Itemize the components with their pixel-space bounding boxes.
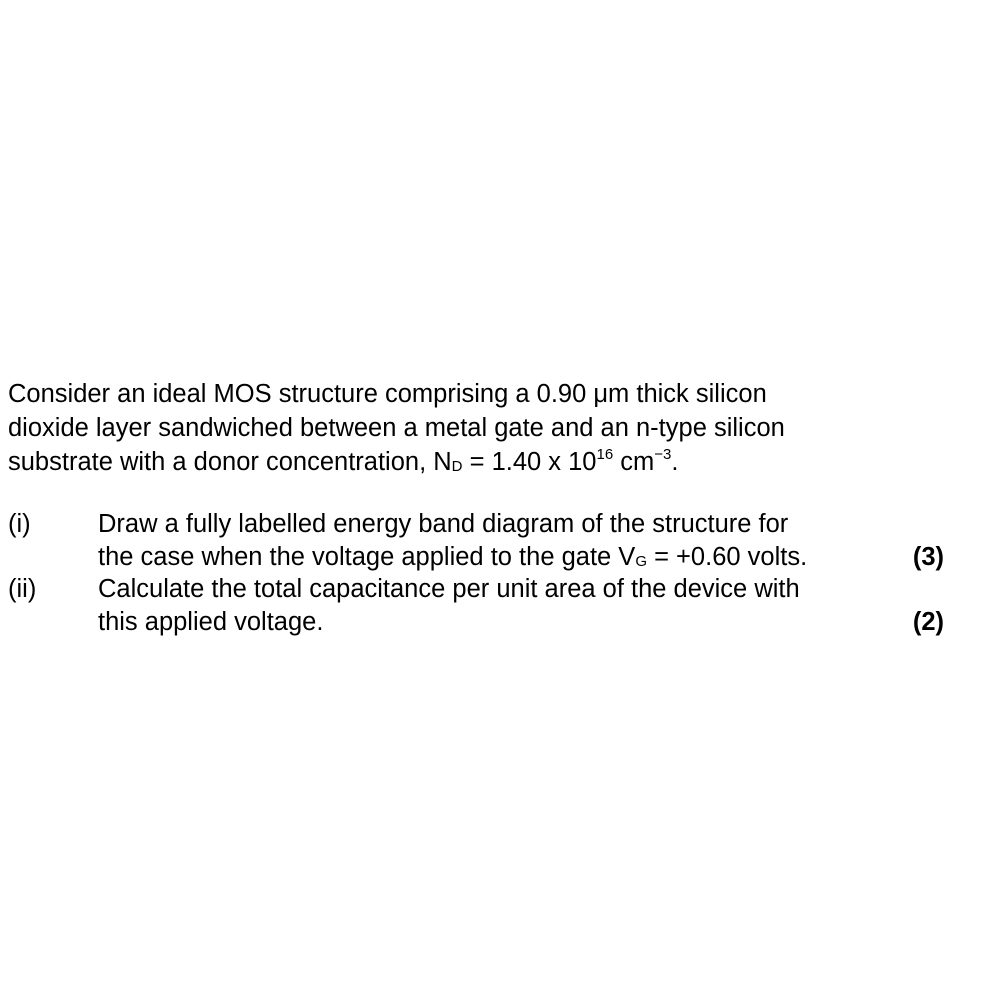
donor-value: = 1.40 x 10 <box>462 448 597 476</box>
problem-statement-line-1: Consider an ideal MOS structure comprising a 0.90 μm thick silicon <box>8 380 767 408</box>
question-line-1: Draw a fully labelled energy band diagram of the structure for <box>98 510 789 538</box>
question-line-2 <box>98 541 807 574</box>
donor-unit: cm <box>613 448 655 476</box>
problem-statement-line-2: dioxide layer sandwiched between a metal gate and an n-type silicon <box>8 414 785 442</box>
question-line-1: Calculate the total capacitance per unit area of the device with <box>98 575 800 603</box>
sentence-end: . <box>671 448 679 476</box>
question-number: (i) <box>8 510 31 538</box>
donor-unit-exponent: −3 <box>654 446 672 463</box>
problem-statement-line-3 <box>8 445 968 479</box>
donor-exponent: 16 <box>596 446 614 463</box>
question-ii <box>8 573 958 639</box>
donor-concentration-text: substrate with a donor concentration, N <box>8 448 452 476</box>
question-number: (ii) <box>8 575 37 603</box>
question-text <box>98 508 807 574</box>
question-i <box>8 508 958 574</box>
donor-subscript: D <box>451 458 463 475</box>
gate-voltage-text: the case when the voltage applied to the gate V <box>98 543 636 571</box>
question-text <box>98 573 800 639</box>
gate-subscript: G <box>635 553 647 570</box>
problem-statement <box>8 377 968 479</box>
question-line-2: this applied voltage. <box>98 608 324 636</box>
marks-badge: (3) <box>912 543 944 571</box>
marks-badge: (2) <box>912 608 944 636</box>
gate-voltage-value: = +0.60 volts. <box>646 543 808 571</box>
